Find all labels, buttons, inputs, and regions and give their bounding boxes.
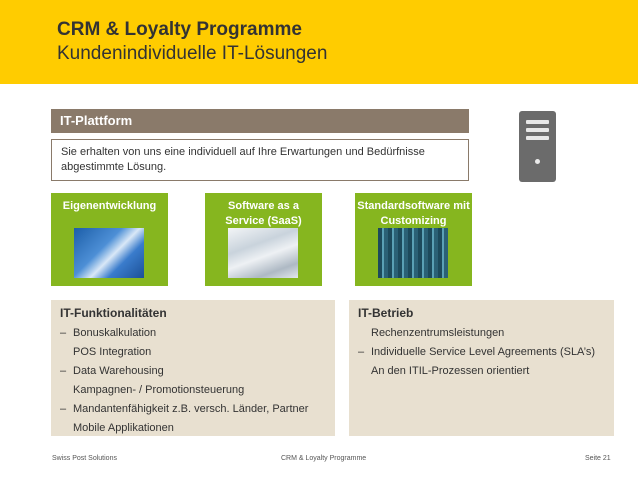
list-item: – Mandantenfähigkeit z.B. versch. Länder, Partner (60, 403, 309, 415)
server-slot (526, 120, 549, 124)
panel-heading: IT-Betrieb (358, 306, 414, 320)
list-item: – Bonuskalkulation (60, 327, 157, 339)
tile-label: Standardsoftware mit Customizing (357, 200, 470, 227)
functions-list (60, 324, 308, 438)
operations-list (358, 324, 595, 381)
tile-image-hand-icon (74, 228, 144, 278)
platform-heading: IT-Plattform (51, 109, 469, 133)
footer-title: CRM & Loyalty Programme (281, 455, 367, 462)
platform-intro: Sie erhalten von uns eine individuell auf Ihre Erwartungen und Bedürfnisse abgestimmte Lösung. (51, 139, 469, 181)
tile-standardsoftware (355, 193, 472, 286)
tile-label: Software as a Service (SaaS) (225, 200, 302, 227)
page-title: CRM & Loyalty Programme (57, 19, 302, 40)
tile-eigenentwicklung (51, 193, 168, 286)
footer-page-number: Seite 21 (585, 455, 611, 462)
list-item: POS Integration (73, 346, 152, 358)
list-item: Rechenzentrumsleistungen (371, 327, 505, 339)
list-item: – Individuelle Service Level Agreements (SLA’s) (358, 346, 595, 358)
page-subtitle: Kundenindividuelle IT-Lösungen (57, 43, 328, 64)
list-item: – Data Warehousing (60, 365, 164, 377)
server-slot (526, 136, 549, 140)
tile-label: Eigenentwicklung (62, 200, 157, 212)
tile-saas (205, 193, 322, 286)
tile-image-circuit-icon (378, 228, 448, 278)
footer-company: Swiss Post Solutions (52, 455, 117, 462)
server-icon (519, 111, 556, 182)
header-banner (0, 0, 638, 84)
list-item: Kampagnen- / Promotionsteuerung (73, 384, 245, 396)
panel-functions (51, 300, 335, 436)
list-item: Mobile Applikationen (73, 422, 174, 434)
server-slot (526, 128, 549, 132)
panel-operations (349, 300, 614, 436)
panel-heading: IT-Funktionalitäten (60, 306, 167, 320)
server-led (535, 159, 540, 164)
list-item: An den ITIL-Prozessen orientiert (371, 365, 530, 377)
tile-image-buildings-icon (228, 228, 298, 278)
